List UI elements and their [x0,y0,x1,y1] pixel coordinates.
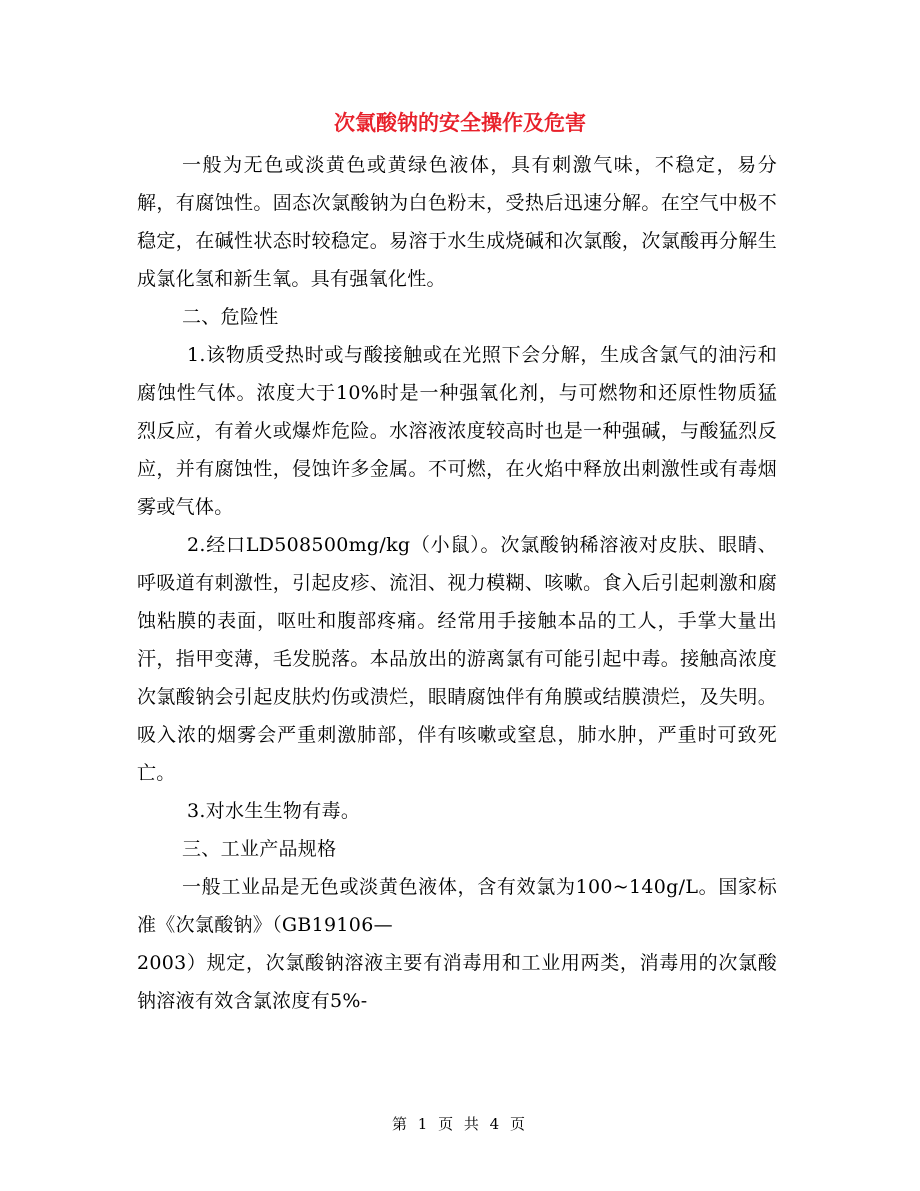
paragraph-hazard-1: 1.该物质受热时或与酸接触或在光照下会分解，生成含氯气的油污和腐蚀性气体。浓度大于10%时是一种强氧化剂，与可燃物和还原性物质猛烈反应，有着火或爆炸危险。水溶液浓度较高时也是一种强碱，与酸猛烈反应，并有腐蚀性，侵蚀许多金属。不可燃，在火焰中释放出刺激性或有毒烟雾或气体。 [137,344,777,518]
document-title: 次氯酸钠的安全操作及危害 [334,111,586,135]
paragraph-specs-1: 一般工业品是无色或淡黄色液体，含有效氯为100~140g/L。国家标准《次氯酸钠》（GB19106— [137,876,777,936]
page-footer: 第 1 页 共 4 页 [392,1115,528,1133]
paragraph-properties: 一般为无色或淡黄色或黄绿色液体，具有刺激气味，不稳定，易分解，有腐蚀性。固态次氯酸钠为白色粉末，受热后迅速分解。在空气中极不稳定，在碱性状态时较稳定。易溶于水生成烧碱和次氯酸，次氯酸再分解生成氯化氢和新生氧。具有强氧化性。 [137,154,777,290]
paragraph-specs-2: 2003）规定，次氯酸钠溶液主要有消毒用和工业用两类，消毒用的次氯酸钠溶液有效含氯浓度有5%- [137,952,777,1012]
section-heading-specs: 三、工业产品规格 [182,838,337,860]
paragraph-hazard-2: 2.经口LD508500mg/kg（小鼠）。次氯酸钠稀溶液对皮肤、眼睛、呼吸道有刺激性，引起皮疹、流泪、视力模糊、咳嗽。食入后引起刺激和腐蚀粘膜的表面，呕吐和腹部疼痛。经常用手接触本品的工人，手掌大量出汗，指甲变薄，毛发脱落。本品放出的游离氯有可能引起中毒。接触高浓度次氯酸钠会引起皮肤灼伤或溃烂，眼睛腐蚀伴有角膜或结膜溃烂，及失明。吸入浓的烟雾会严重刺激肺部，伴有咳嗽或窒息，肺水肿，严重时可致死亡。 [137,534,777,784]
paragraph-hazard-3: 3.对水生生物有毒。 [187,800,361,822]
document-body [137,146,777,1020]
section-heading-hazards: 二、危险性 [182,306,279,328]
